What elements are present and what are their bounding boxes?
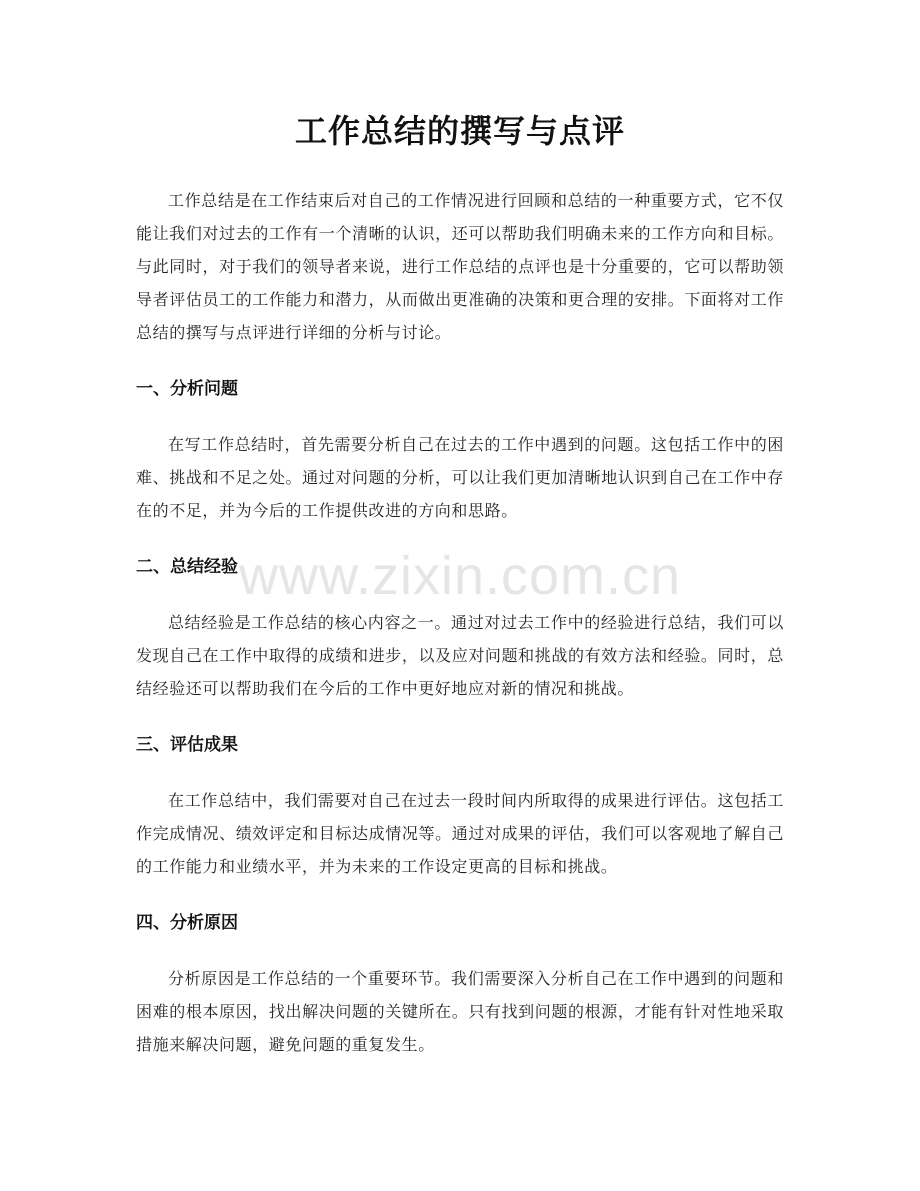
section-paragraph: 在工作总结中，我们需要对自己在过去一段时间内所取得的成果进行评估。这包括工作完成情况、绩效评定和目标达成情况等。通过对成果的评估，我们可以客观地了解自己的工作能力和业绩水平，并为未来的工作设定更高的目标和挑战。 [136,791,784,876]
section-paragraph: 总结经验是工作总结的核心内容之一。通过对过去工作中的经验进行总结，我们可以发现自己在工作中取得的成绩和进步，以及应对问题和挑战的有效方法和经验。同时，总结经验还可以帮助我们在今后的工作中更好地应对新的情况和挑战。 [136,613,784,698]
document-body [136,184,784,1061]
watermark-text: www.zixin.com.cn [238,546,682,606]
document-title: 工作总结的撰写与点评 [294,112,625,150]
section-paragraph: 在写工作总结时，首先需要分析自己在过去的工作中遇到的问题。这包括工作中的困难、挑战和不足之处。通过对问题的分析，可以让我们更加清晰地认识到自己在工作中存在的不足，并为今后的工作提供改进的方向和思路。 [136,435,784,520]
section-heading: 三、评估成果 [136,735,238,755]
section-heading: 四、分析原因 [136,913,238,933]
section-paragraph: 分析原因是工作总结的一个重要环节。我们需要深入分析自己在工作中遇到的问题和困难的根本原因，找出解决问题的关键所在。只有找到问题的根源，才能有针对性地采取措施来解决问题，避免问题的重复发生。 [136,969,784,1054]
section-heading: 二、总结经验 [136,557,238,577]
intro-paragraph: 工作总结是在工作结束后对自己的工作情况进行回顾和总结的一种重要方式，它不仅能让我们对过去的工作有一个清晰的认识，还可以帮助我们明确未来的工作方向和目标。与此同时，对于我们的领导者来说，进行工作总结的点评也是十分重要的，它可以帮助领导者评估员工的工作能力和潜力，从而做出更准确的决策和更合理的安排。下面将对工作总结的撰写与点评进行详细的分析与讨论。 [136,191,784,342]
section-heading: 一、分析问题 [136,379,238,399]
